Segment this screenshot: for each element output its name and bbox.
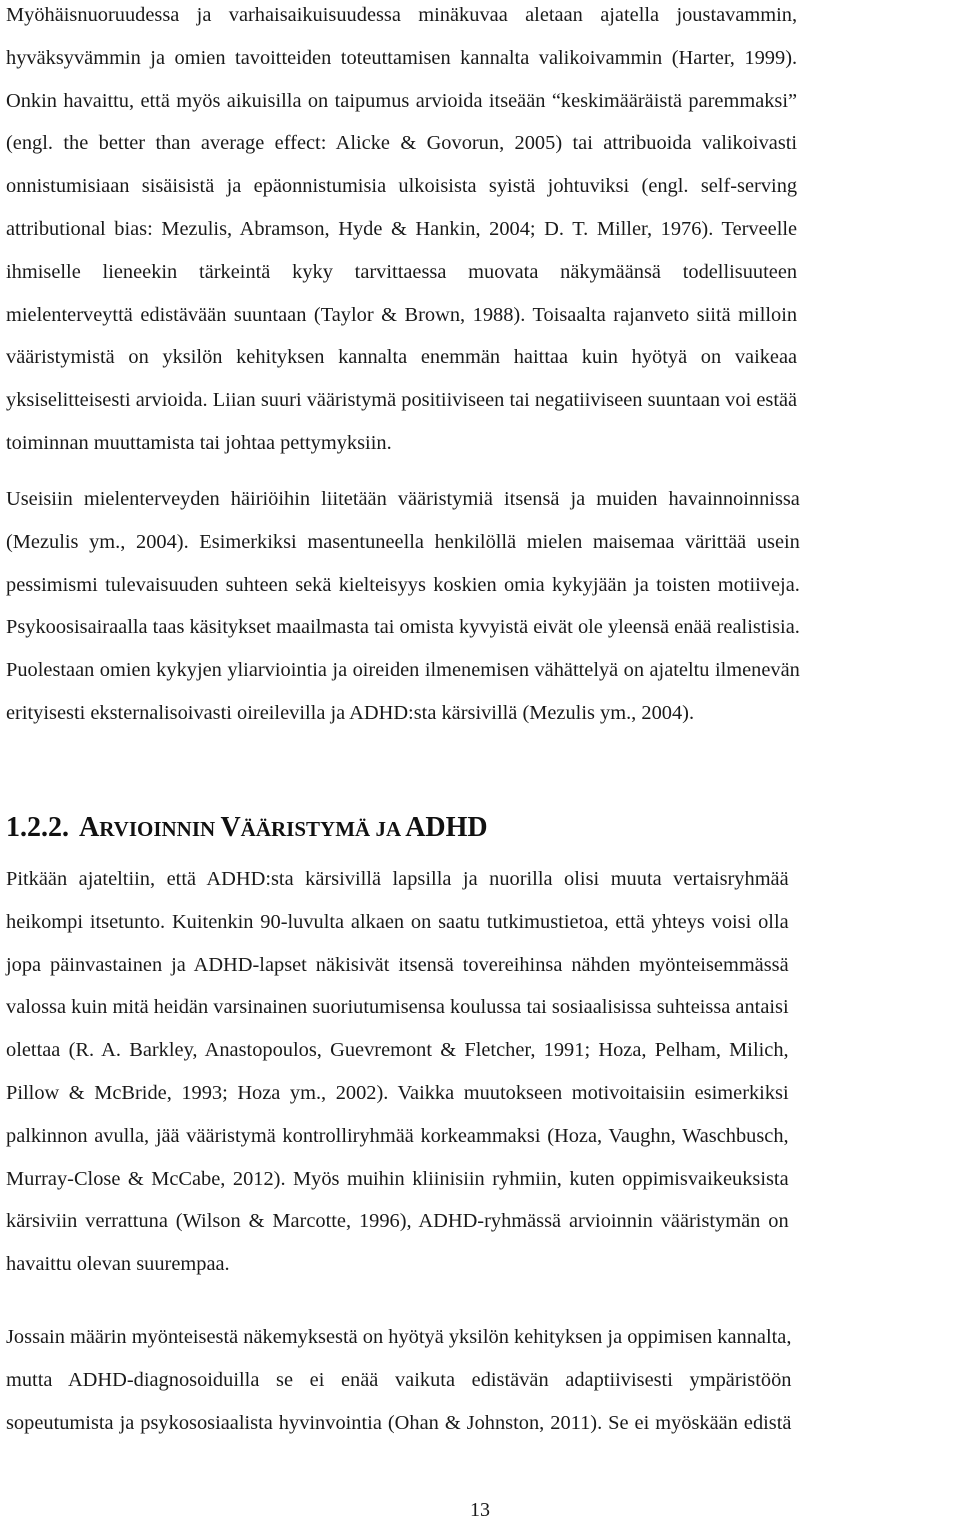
heading-text-part: JA: [375, 817, 406, 841]
text-line: palkinnon avulla, jää vääristymä kontrolliryhmää korkeammaksi (Hoza, Vaughn, Waschbusch,: [6, 1124, 789, 1147]
text-line: ihmiselle lieneekin tärkeintä kyky tarvittaessa muovata näkymäänsä todellisuuteen: [6, 260, 798, 283]
paragraph-adhd-self-esteem: [6, 858, 789, 1286]
text-line: onnistumisiaan sisäisistä ja epäonnistumisia ulkoisista syistä johtuviksi (engl. self-serving: [6, 175, 798, 198]
text-line: havaittu olevan suurempaa.: [6, 1253, 230, 1276]
heading-text-part: ÄÄRISTYMÄ: [240, 817, 376, 841]
text-line: Murray-Close & McCabe, 2012). Myös muihin kliinisiin ryhmiin, kuten oppimisvaikeuksista: [6, 1167, 789, 1190]
text-line: kärsiviin verrattuna (Wilson & Marcotte, 1996), ADHD-ryhmässä arvioinnin vääristymän on: [6, 1210, 789, 1233]
text-line: mutta ADHD-diagnosoiduilla se ei enää vaikuta edistävän adaptiivisesti ympäristöön: [6, 1368, 792, 1391]
text-line: heikompi itsetunto. Kuitenkin 90-luvulta alkaen on saatu tutkimustietoa, että yhteys voisi olla: [6, 910, 789, 933]
text-line: Pillow & McBride, 1993; Hoza ym., 2002). Vaikka muutokseen motivoitaisiin esimerkiksi: [6, 1081, 789, 1104]
paragraph-self-perception: [6, 0, 797, 465]
paragraph-positive-view: [6, 1316, 791, 1444]
text-line: pessimismi tulevaisuuden suhteen sekä kielteisyys koskien omia kykyjään ja toisten motiiveja.: [6, 573, 800, 596]
text-line: attributional bias: Mezulis, Abramson, Hyde & Hankin, 2004; D. T. Miller, 1976). Terveelle: [6, 217, 798, 240]
heading-text-part: ADHD: [405, 812, 488, 843]
text-line: Pitkään ajateltiin, että ADHD:sta kärsivillä lapsilla ja nuorilla olisi muuta vertaisryhmää: [6, 868, 789, 890]
section-heading: [6, 804, 488, 853]
page-number: 13: [470, 1499, 490, 1521]
text-line: Psykoosisairaalla taas käsitykset maailmasta tai omista kyvyistä eivät ole yleensä enää realistisia.: [6, 616, 800, 639]
text-line: Useisiin mielenterveyden häiriöihin liitetään vääristymiä itsensä ja muiden havainnoinnissa: [6, 488, 800, 510]
text-line: jopa päinvastainen ja ADHD-lapset näkisivät itsensä tovereihinsa nähden myönteisemmässä: [6, 953, 789, 976]
text-line: hyväksyvämmin ja omien tavoitteiden toteuttamisen kannalta valikoivammin (Harter, 1999).: [6, 46, 798, 69]
heading-text-part: RVIOINNIN: [99, 817, 221, 841]
text-line: mielenterveyttä edistävään suuntaan (Taylor & Brown, 1988). Toisaalta rajanveto siitä milloin: [6, 303, 798, 326]
text-line: yksiselitteisesti arvioida. Liian suuri vääristymä positiiviseen tai negatiiviseen suuntaan voi estää: [6, 389, 798, 412]
text-line: (Mezulis ym., 2004). Esimerkiksi masentuneella henkilöllä mielen maisemaa värittää usein: [6, 530, 800, 553]
text-line: Jossain määrin myönteisestä näkemyksestä on hyötyä yksilön kehityksen ja oppimisen kannalta,: [6, 1326, 792, 1348]
section-number: 1.2.2.: [6, 812, 69, 843]
heading-text-part: V: [220, 812, 241, 843]
paragraph-mental-health-distortions: [6, 478, 800, 735]
text-line: Onkin havaittu, että myös aikuisilla on taipumus arvioida itseään “keskimääräistä paremmaksi”: [6, 89, 798, 112]
text-line: vääristymistä on yksilön kehityksen kannalta enemmän haittaa kuin hyötyä on vaikeaa: [6, 346, 798, 369]
text-line: (engl. the better than average effect: Alicke & Govorun, 2005) tai attribuoida valikoivasti: [6, 132, 798, 155]
text-line: erityisesti eksternalisoivasti oireilevilla ja ADHD:sta kärsivillä (Mezulis ym., 2004).: [6, 701, 695, 724]
text-line: toiminnan muuttamista tai johtaa pettymyksiin.: [6, 431, 392, 454]
heading-text-part: A: [79, 812, 100, 843]
text-line: olettaa (R. A. Barkley, Anastopoulos, Guevremont & Fletcher, 1991; Hoza, Pelham, Milich,: [6, 1039, 789, 1062]
text-line: valossa kuin mitä heidän varsinainen suoriutumisensa koulussa tai sosiaalisissa suhteissa antaisi: [6, 996, 789, 1019]
text-line: Myöhäisnuoruudessa ja varhaisaikuisuudessa minäkuvaa aletaan ajatella joustavammin,: [6, 4, 798, 26]
text-line: sopeutumista ja psykososiaalista hyvinvointia (Ohan & Johnston, 2011). Se ei myöskään edistä: [6, 1411, 792, 1434]
text-line: Puolestaan omien kykyjen yliarviointia ja oireiden ilmenemisen vähättelyä on ajateltu ilmenevän: [6, 659, 800, 682]
